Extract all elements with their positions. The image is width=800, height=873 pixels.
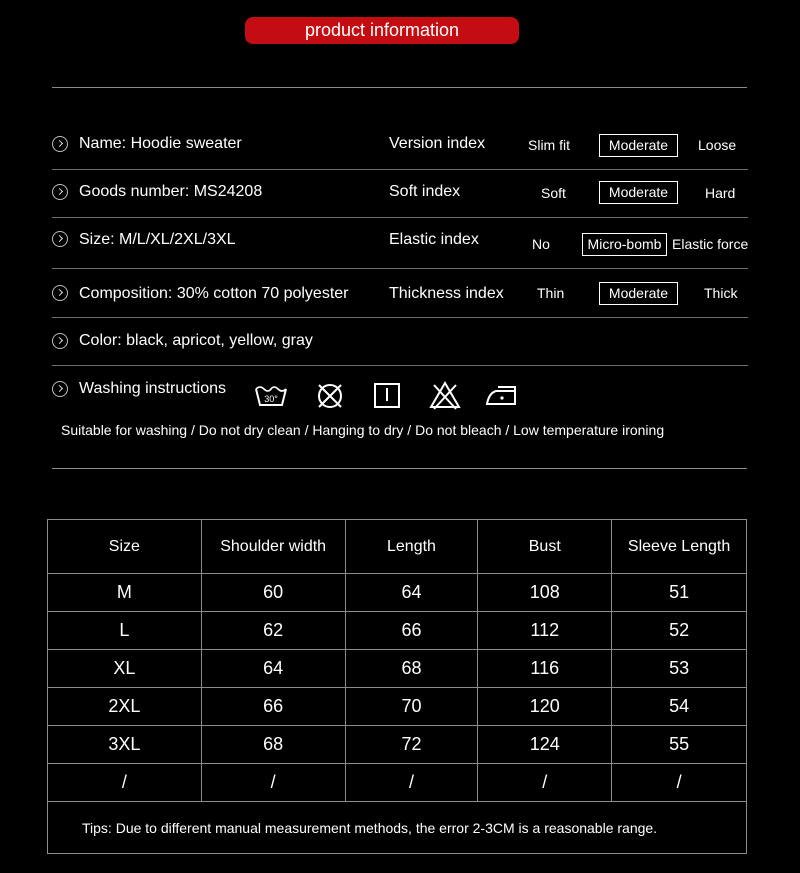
table-cell: / [201,764,345,802]
table-cell: 68 [345,650,478,688]
table-row [48,726,747,764]
table-cell: L [48,612,202,650]
divider [52,317,748,318]
table-cell: 112 [478,612,612,650]
soft-option-soft: Soft [541,185,566,201]
washing-instructions-label: Washing instructions [79,380,227,397]
low-iron-icon [484,379,518,411]
table-cell: 3XL [48,726,202,764]
table-row [48,650,747,688]
table-cell: 51 [612,574,747,612]
header-sleeve-length: Sleeve Length [612,520,747,574]
thickness-option-thick: Thick [704,285,738,301]
product-information-banner [245,17,519,44]
table-cell: 120 [478,688,612,726]
table-cell: 64 [201,650,345,688]
table-cell: 2XL [48,688,202,726]
table-cell: 55 [612,726,747,764]
table-cell: 116 [478,650,612,688]
hang-dry-icon [370,379,404,411]
table-cell: 52 [612,612,747,650]
goods-number: Goods number: MS24208 [79,183,263,200]
product-name: Name: Hoodie sweater [79,135,242,152]
table-row [48,688,747,726]
divider [52,217,748,218]
thickness-option-moderate-selected: Moderate [599,282,678,305]
header-size: Size [48,520,202,574]
soft-option-hard: Hard [705,185,736,201]
table-cell: / [345,764,478,802]
size-table [47,519,747,854]
bullet-arrow-icon [52,184,68,200]
table-cell: 60 [201,574,345,612]
elastic-option-elastic-force: Elastic force [672,236,749,252]
table-cell: 108 [478,574,612,612]
elastic-option-no: No [532,236,550,252]
table-cell: / [48,764,202,802]
measurement-tips: Tips: Due to different manual measurement methods, the error 2-3CM is a reasonable range. [48,802,747,854]
header-shoulder-width: Shoulder width [201,520,345,574]
bullet-arrow-icon [52,285,68,301]
table-cell: XL [48,650,202,688]
divider [52,87,747,88]
no-bleach-icon [428,379,462,411]
bullet-arrow-icon [52,136,68,152]
version-option-loose: Loose [698,137,737,153]
thickness-option-thin: Thin [537,285,565,301]
table-cell: 70 [345,688,478,726]
banner-title: product information [304,20,460,40]
table-row [48,612,747,650]
divider [52,268,748,269]
table-cell: / [612,764,747,802]
divider [52,365,748,366]
svg-text:30°: 30° [264,394,278,404]
table-row [48,574,747,612]
composition: Composition: 30% cotton 70 polyester [79,285,349,302]
soft-option-moderate-selected: Moderate [599,181,678,204]
soft-index-label: Soft index [389,183,461,200]
no-dry-clean-icon [313,379,347,411]
table-cell: 68 [201,726,345,764]
table-row [48,764,747,802]
table-cell: 66 [201,688,345,726]
table-header-row [48,520,747,574]
table-cell: 53 [612,650,747,688]
elastic-option-micro-bomb-selected: Micro-bomb [582,233,667,256]
header-bust: Bust [478,520,612,574]
table-cell: 54 [612,688,747,726]
version-index-label: Version index [389,135,486,152]
tips-row [48,802,747,854]
bullet-arrow-icon [52,333,68,349]
version-option-slim-fit: Slim fit [528,137,570,153]
table-cell: 66 [345,612,478,650]
bullet-arrow-icon [52,231,68,247]
elastic-index-label: Elastic index [389,231,479,248]
color-list: Color: black, apricot, yellow, gray [79,332,313,349]
table-cell: 64 [345,574,478,612]
table-cell: / [478,764,612,802]
table-cell: M [48,574,202,612]
table-cell: 62 [201,612,345,650]
table-cell: 72 [345,726,478,764]
header-length: Length [345,520,478,574]
thickness-index-label: Thickness index [389,285,504,302]
divider [52,468,747,469]
wash-30-icon [254,379,288,411]
size-list: Size: M/L/XL/2XL/3XL [79,231,236,248]
divider [52,169,748,170]
version-option-moderate-selected: Moderate [599,134,678,157]
table-cell: 124 [478,726,612,764]
washing-description: Suitable for washing / Do not dry clean / Hanging to dry / Do not bleach / Low temperature ironing [61,422,665,438]
bullet-arrow-icon [52,381,68,397]
